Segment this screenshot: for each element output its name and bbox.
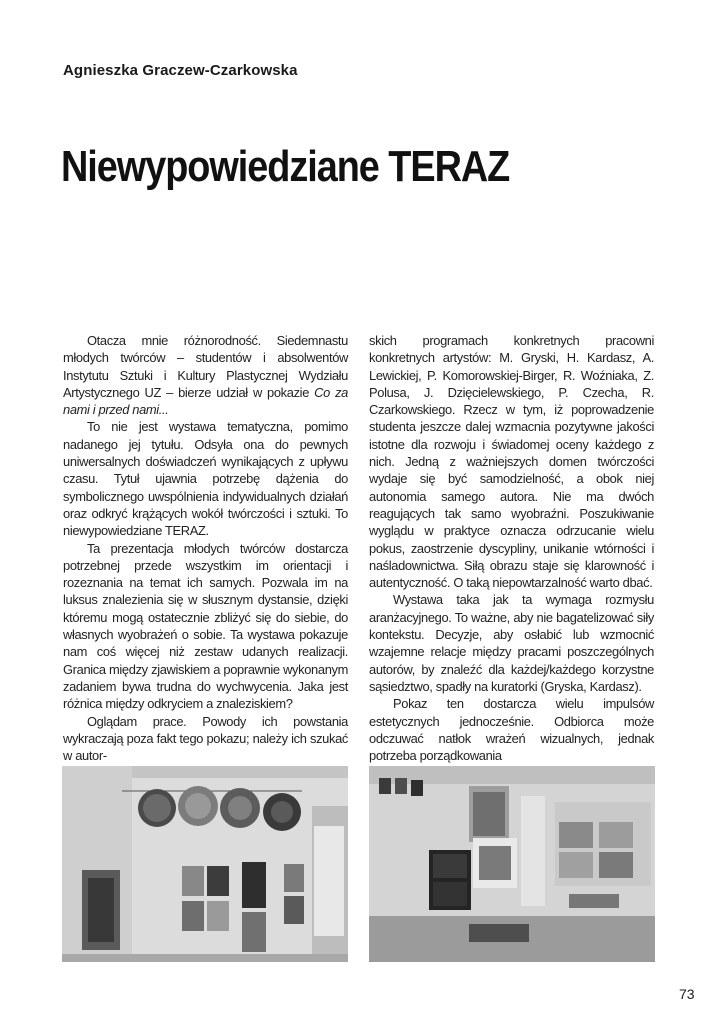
text-column-left xyxy=(63,332,348,764)
paragraph: skich programach konkretnych pracowni konkretnych artystów: M. Gryski, H. Kardasz, A. Lewickiej, P. Komorowskiej-Birger, R. Woźniaka, Z. Polusa, J. Dzięcielewskiego, P. Czecha, R. Czarkowskiego. Rzecz w tym, iż poprowadzenie studenta jeszcze dalej wzmacnia pozytywne jakości istotne dla rozwoju i świadomej oceny każdego z nich. Jedną z ważniejszych domen twórczości wydaje się być samodzielność, a obok niej autonomia samego autora. Nie ma dwóch reagujących tak samo wyobraźni. Poszukiwanie wyglądu w praktyce oznacza odrzucanie wielu pokus, zaostrzenie dyscypliny, unikanie wtórności i naśladownictwa. Siłą obrazu staje się klarowność i autentyczność. O taką niepowtarzalność warto dbać. xyxy=(369,333,654,591)
exhibition-title: Co za nami i przed nami... xyxy=(63,384,348,418)
paragraph: Pokaz ten dostarcza wielu impulsów estetycznych jednocześnie. Odbiorca może odczuwać natłok wrażeń wizualnych, jednak potrzeba porządkowania xyxy=(369,696,654,764)
text-column-right xyxy=(369,332,654,764)
author-name: Agnieszka Graczew-Czarkowska xyxy=(63,62,298,79)
paragraph: Oglądam prace. Powody ich powstania wykraczają poza fakt tego pokazu; należy ich szukać w autor- xyxy=(63,713,348,764)
paragraph: Wystawa taka jak ta wymaga rozmysłu aranżacyjnego. To ważne, aby nie bagatelizować siły kontekstu. Decyzje, aby osłabić lub wzmocnić wzajemne relacje między pracami poszczególnych autorów, by znaleźć dla każdej/każdego korzystne sąsiedztwo, spadły na kuratorki (Gryska, Kardasz). xyxy=(369,592,654,694)
paragraph: Otacza mnie różnorodność. Siedemnastu młodych twórców – studentów i absolwentów Instytutu Sztuki i Kultury Plastycznej Wydziału Artystycznego UZ – bierze udział w pokazie Co za nami i przed nami... xyxy=(63,333,348,418)
exhibition-photo-right xyxy=(369,766,655,962)
exhibition-photo-left xyxy=(62,766,348,962)
page-number: 73 xyxy=(679,986,695,1002)
paragraph: To nie jest wystawa tematyczna, pomimo nadanego jej tytułu. Odsyła ona do pewnych uniwersalnych doświadczeń wynikających z upływu czasu. Tytuł ujawnia potrzebę dążenia do symbolicznego uwspólnienia indywidualnych działań oraz odkryć krążących wokół twórczości i sztuki. To niewypowiedziane TERAZ. xyxy=(63,419,348,539)
article-title: Niewypowiedziane TERAZ xyxy=(61,142,510,191)
paragraph: Ta prezentacja młodych twórców dostarcza potrzebnej przede wszystkim im orientacji i rozeznania na temat ich samych. Pozwala im na luksus znalezienia się w słusznym dystansie, dzięki któremu mogą ostatecznie zbliżyć się do siebie, do własnych wyobrażeń o sobie. Ta wystawa pokazuje nam coś więcej niż zestaw udanych realizacji. Granica między zjawiskiem a poprawnie wykonanym zadaniem bywa trudna do wychwycenia. Jaka jest różnica między odkryciem a znaleziskiem? xyxy=(63,540,348,712)
